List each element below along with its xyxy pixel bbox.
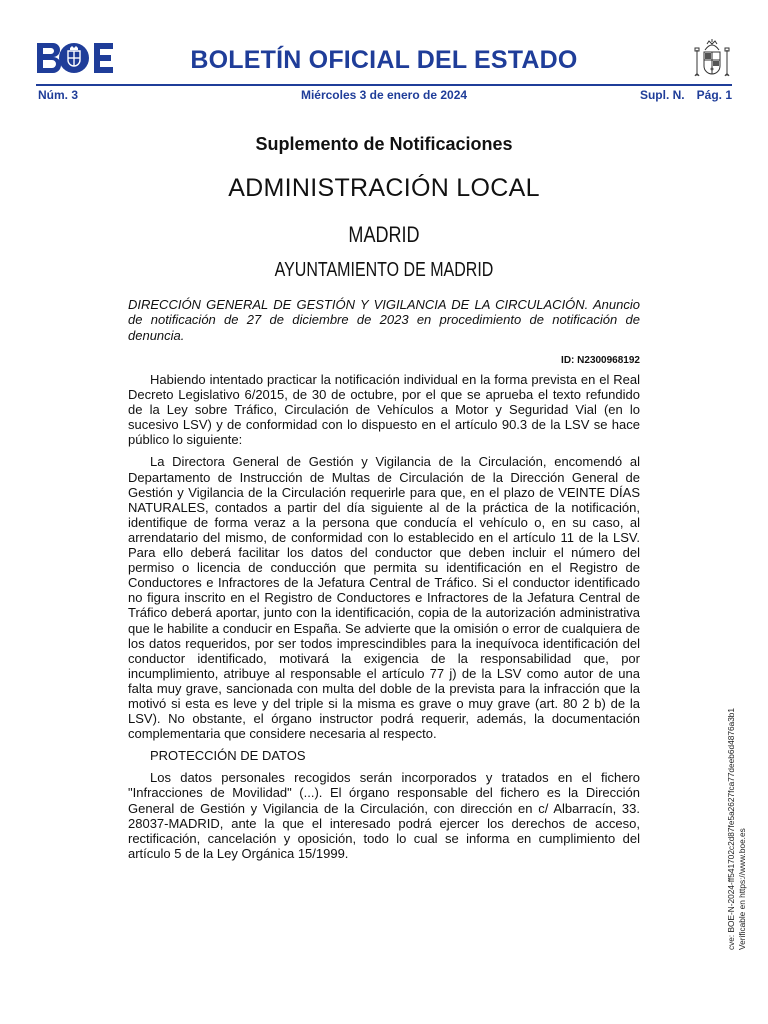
coat-of-arms-icon (692, 38, 732, 80)
issue-number: Núm. 3 (38, 88, 79, 102)
notice-summary: DIRECCIÓN GENERAL DE GESTIÓN Y VIGILANCIA DE LA CIRCULACIÓN. Anuncio de notificación de 27 de diciembre de 2023 en procedimiento de notificación de denuncia. (128, 297, 640, 343)
supplement-page-info (628, 88, 732, 102)
paragraph-requirement: La Directora General de Gestión y Vigilancia de la Circulación, encomendó al Departamento de Instrucción de Multas de Circulación de la Dirección General de Gestión y Vigilancia de la Circulación requerirle para que, en el plazo de VEINTE DÍAS NATURALES, contados a partir del día siguiente al de la práctica de la notificación, identifique de forma veraz a la persona que conducía el vehículo o, en su caso, al arrendatario del mismo, de conformidad con lo establecido en el artículo 11 de la LSV. Para ello deberá facilitar los datos del conductor que deben incluir el número del permiso o licencia de conducción que permita su identificación en el Registro de Conductores e Infractores de la Jefatura Central de Tráfico. Si el conductor identificado no figura inscrito en el Registro de Conductores e Infractores de la Jefatura Central de Tráfico deberá aportar, junto con la identificación, copia de la autorización administrativa que le habilite a conducir en España. Se advierte que la omisión o error de cualquiera de los datos requeridos, por ser todos imprescindibles para la inequívoca identificación del conductor identificado, motivará la exigencia de la responsabilidad que, por incumplimiento, atribuye al responsable el artículo 77 j) de la LSV como autor de una falta muy grave, sancionada con multa del doble de la prevista para la infracción que la motivó si esta es leve y del triple si la misma es grave o muy grave (art. 80 2 b) de la LSV). No obstante, el órgano instructor podrá requerir, además, la documentación complementaria que considere necesaria al respecto. (128, 454, 640, 742)
supplement-title: Suplemento de Notificaciones (255, 134, 513, 154)
supplement-label: Supl. N. (639, 88, 685, 102)
entity-heading: AYUNTAMIENTO DE MADRID (274, 259, 494, 281)
paragraph-intro: Habiendo intentado practicar la notificación individual en la forma prevista en el Real Decreto Legislativo 6/2015, de 30 de octubre, por el que se aprueba el texto refundido de la Ley sobre Tráfico, Circulación de Vehículos a Motor y Seguridad Vial (en lo sucesivo LSV) y de conformidad con lo dispuesto en el artículo 90.3 de la LSV se hace público lo siguiente: (128, 372, 640, 448)
section-heading: ADMINISTRACIÓN LOCAL (228, 174, 540, 202)
data-protection-heading: PROTECCIÓN DE DATOS (150, 748, 306, 764)
header-rule (36, 84, 732, 86)
province-heading: MADRID (348, 222, 420, 247)
cve-code: cve: BOE-N-2024-ff541702c2d87fe5a2627fca77deeb6d4876a3b1 (726, 707, 736, 950)
page-number: Pág. 1 (696, 88, 732, 102)
document-id: ID: N2300968192 (561, 355, 640, 366)
verification-link[interactable]: Verificable en https://www.boe.es (737, 828, 747, 950)
issue-info-bar (36, 88, 732, 104)
gazette-title: BOLETÍN OFICIAL DEL ESTADO (190, 46, 578, 74)
notice-body (128, 372, 640, 868)
paragraph-data-protection: Los datos personales recogidos serán incorporados y tratados en el fichero "Infracciones de Movilidad" (...). El órgano responsable del fichero es la Dirección General de Gestión y Vigilancia de la Circulación, con dirección en c/ Albarracín, 33. 28037-MADRID, ante la que el interesado podrá ejercer los derechos de acceso, rectificación, cancelación y oposición, todo lo cual se informa en cumplimiento del artículo 5 de la Ley Orgánica 15/1999. (128, 770, 640, 861)
page-header (36, 38, 732, 84)
issue-date: Miércoles 3 de enero de 2024 (300, 88, 468, 102)
verification-sidebar (726, 630, 756, 950)
